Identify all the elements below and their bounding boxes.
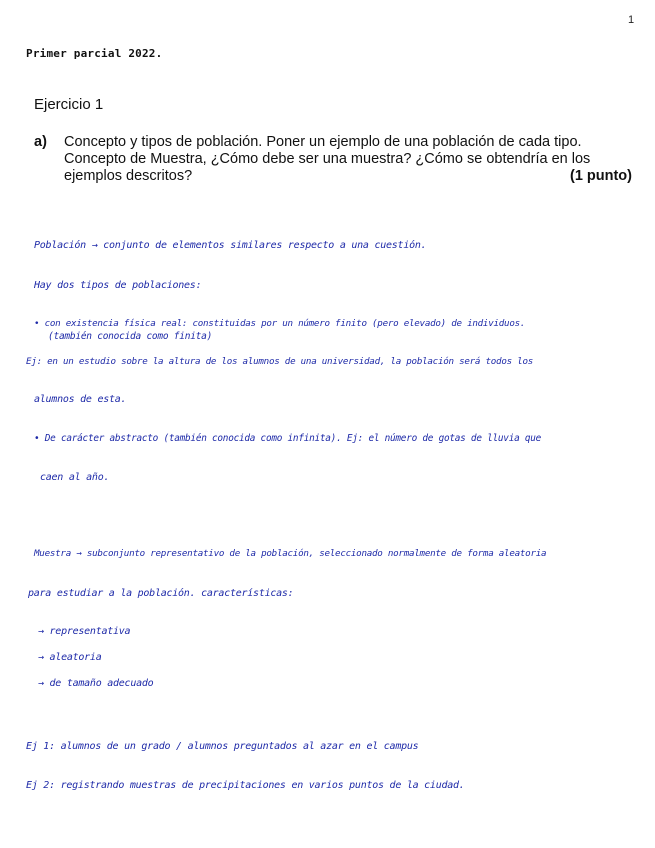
question-label: a) [34,134,47,150]
answer-muestra-line1: Muestra → subconjunto representativo de la población, seleccionado normalmente de forma aleatoria [34,548,547,559]
question-points: (1 punto) [569,168,632,184]
answer-poblacion-definition: Población → conjunto de elementos similares respecto a una cuestión. [34,240,427,251]
answer-caracteristica-3: → de tamaño adecuado [38,678,154,689]
answer-ej1-line1: Ej: en un estudio sobre la altura de los alumnos de una universidad, la población será todos los [26,356,534,367]
question-text [64,134,632,185]
question-line-1: Concepto y tipos de población. Poner un ejemplo de una población de cada tipo. [64,134,582,150]
answer-ej-muestra-2: Ej 2: registrando muestras de precipitaciones en varios puntos de la ciudad. [26,780,465,791]
answer-ej-muestra-1: Ej 1: alumnos de un grado / alumnos preguntados al azar en el campus [26,741,419,752]
answer-caracteristica-1: → representativa [38,626,131,637]
question-line-2: Concepto de Muestra, ¿Cómo debe ser una muestra? ¿Cómo se obtendría en los [64,151,591,167]
answer-caracteristica-2: → aleatoria [38,652,102,663]
answer-tipo1-line2: (también conocida como finita) [48,331,213,342]
question-line-3-text: ejemplos descritos? [64,168,193,184]
answer-tipo2-line2: caen al año. [40,472,110,483]
question-line-3 [64,168,632,185]
answer-ej1-line2: alumnos de esta. [34,394,127,405]
exercise-title: Ejercicio 1 [34,96,104,113]
header-note: Primer parcial 2022. [26,47,163,60]
answer-tipos-intro: Hay dos tipos de poblaciones: [34,280,202,291]
page-number: 1 [628,14,635,26]
answer-tipo1-line1: • con existencia física real: constituidas por un número finito (pero elevado) de individuos. [34,318,526,329]
answer-tipo2-line1: • De carácter abstracto (también conocida como infinita). Ej: el número de gotas de lluvia que [34,433,542,444]
answer-muestra-line2: para estudiar a la población. características: [28,588,294,599]
